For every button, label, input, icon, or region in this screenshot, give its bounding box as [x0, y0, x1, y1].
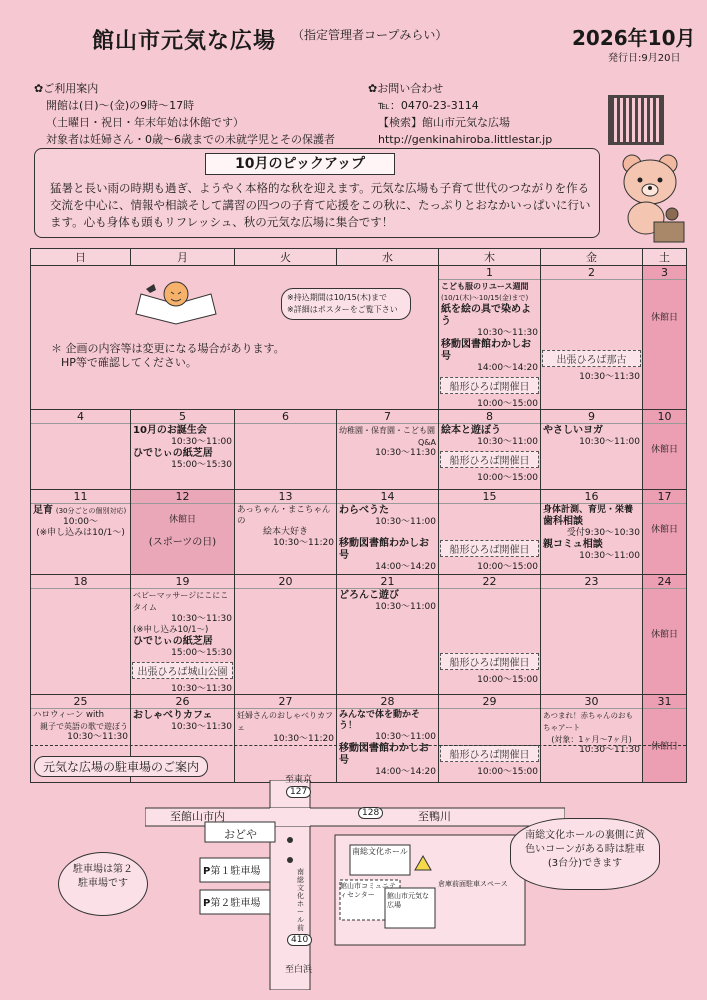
hall-side-label: 南総文化ホール前 [297, 868, 304, 932]
day-18: 18 [31, 575, 131, 695]
usage-line-2: （土曜日・祝日・年末年始は休館です） [46, 116, 244, 129]
day-12: 12 休館日 (スポーツの日) [131, 490, 235, 575]
day-6: 6 [235, 410, 337, 490]
note-hp: HP等で確認してください。 [61, 356, 197, 369]
pickup-title: 10月のピックアップ [205, 153, 395, 175]
parking-bubble-right: 南総文化ホールの裏側に黄色いコーンがある時は駐車(3台分)できます [510, 818, 660, 890]
parking-title: 元気な広場の駐車場のご案内 [34, 756, 208, 777]
usage-line-3: 対象者は妊婦さん・0歳～6歳までの未就学児とその保護者 [46, 133, 335, 146]
day-13: 13 あっちゃん・まこちゃんの 絵本大好き 10:30～11:20 [235, 490, 337, 575]
route-128: 128 [358, 807, 383, 819]
reuse-note-bubble [281, 288, 411, 320]
flower-icon: ✿ [368, 82, 378, 95]
day-17: 17 休館日 [643, 490, 687, 575]
day-20: 20 [235, 575, 337, 695]
contact-tel: ℡：0470-23-3114 [378, 99, 479, 112]
event-reuse: こども服のリユース週間 [441, 282, 529, 291]
day-15: 15 船形ひろば開催日 10:00～15:00 [439, 490, 541, 575]
to-shirahama: 至白浜 [285, 965, 313, 975]
to-kamogawa: 至鴨川 [418, 810, 451, 823]
contact-info [368, 80, 552, 148]
day-28: 28 みんなで体を動かそう！ 10:30～11:00 移動図書館わかしお号 14:00～14:20 [337, 695, 439, 783]
intro-cell [31, 266, 439, 410]
day-25: 25 ハロウィーン with 親子で英語の歌で遊ぼう 10:30～11:30 [31, 695, 131, 783]
note-period: ※持込期間は10/15(木)まで [287, 293, 387, 302]
day-7: 7 幼稚園・保育園・こども園 Q&A 10:30～11:30 [337, 410, 439, 490]
day-9: 9 やさしいヨガ 10:30～11:00 [541, 410, 643, 490]
weekday-mon: 月 [131, 249, 235, 266]
day-10: 10 休館日 [643, 410, 687, 490]
weekday-tue: 火 [235, 249, 337, 266]
contact-url[interactable]: http://genkinahiroba.littlestar.jp [378, 133, 553, 146]
day-11: 11 足育 (30分ごとの個別対応) 10:00～ (※申し込みは10/1～) [31, 490, 131, 575]
pumpkin-book-icon [131, 274, 221, 334]
page-subtitle: （指定管理者コープみらい） [292, 28, 448, 42]
day-21: 21 どろんこ遊び 10:30～11:00 [337, 575, 439, 695]
route-410: 410 [287, 934, 312, 946]
day-31: 31 休館日 [643, 695, 687, 783]
funabori-badge: 船形ひろば開催日 [440, 377, 539, 394]
day-26: 26 おしゃべりカフェ 10:30～11:30 [131, 695, 235, 783]
flower-icon: ✿ [34, 82, 44, 95]
day-14: 14 わらべうた 10:30～11:00 移動図書館わかしお号 14:00～14:20 [337, 490, 439, 575]
parking-2-label: P第２駐車場 [203, 898, 261, 909]
odoya-label: おどや [224, 828, 257, 841]
section-divider [30, 745, 686, 746]
event-dye: 紙を絵の具で染めよう [441, 304, 531, 327]
day-29: 29 船形ひろば開催日 10:00～15:00 [439, 695, 541, 783]
day-8: 8 絵本と遊ぼう 10:30～11:00 船形ひろば開催日 10:00～15:00 [439, 410, 541, 490]
issued-date: 発行日:9月20日 [608, 53, 681, 64]
day-2: 2 出張ひろば那古 10:30～11:30 [541, 266, 643, 410]
note-change: ＊ 企画の内容等は変更になる場合があります。 [51, 342, 285, 355]
day-4: 4 [31, 410, 131, 490]
dehari-badge: 出張ひろば那古 [542, 350, 641, 367]
hiroba-label: 館山市元気な広場 [387, 892, 429, 909]
usage-heading: ご利用案内 [43, 82, 99, 95]
issue-month: 2026年10月 [572, 26, 696, 50]
weekday-sun: 日 [31, 249, 131, 266]
change-note [51, 342, 285, 370]
parking-bubble-left: 駐車場は第２駐車場です [58, 852, 148, 916]
day-22: 22 船形ひろば開催日 10:00～15:00 [439, 575, 541, 695]
day-23: 23 [541, 575, 643, 695]
weekday-fri: 金 [541, 249, 643, 266]
hall-label: 南総文化ホール [352, 847, 408, 856]
weekday-thu: 木 [439, 249, 541, 266]
weekday-sat: 土 [643, 249, 687, 266]
storage-label: 倉庫前面駐車スペース [438, 880, 508, 888]
day-19: 19 ベビーマッサージにこにこタイム 10:30～11:30 (※申し込み10/1～) ひでじぃの紙芝居 15:00～15:30 出張ひろば城山公園 10:30～11:30 [131, 575, 235, 695]
qr-code-icon[interactable] [608, 95, 664, 145]
center-label: 館山市コミュニティセンター [340, 882, 396, 899]
usage-info [34, 80, 335, 148]
calendar-table [30, 248, 687, 783]
day-5: 5 10月のお誕生会 10:30～11:00 ひでじぃの紙芝居 15:00～15:30 [131, 410, 235, 490]
bear-illustration-icon [612, 150, 692, 245]
event-reuse-period: (10/1(木)～10/15(金)まで) [441, 294, 529, 302]
parking-1-label: P第１駐車場 [203, 866, 261, 877]
weekday-wed: 水 [337, 249, 439, 266]
event-library: 移動図書館わかしお号 [441, 339, 531, 362]
day-24: 24 休館日 [643, 575, 687, 695]
note-poster: ※詳細はポスターをご覧下さい [287, 305, 398, 314]
usage-line-1: 開館は(日)～(金)の9時～17時 [46, 99, 195, 112]
to-tokyo: 至東京 [285, 775, 313, 785]
day-16: 16 身体計測、育児・栄養 歯科相談 受付9:30～10:30 親コミュ相談 10:30～11:00 [541, 490, 643, 575]
contact-search: 【検索】館山市元気な広場 [378, 116, 510, 129]
day-27: 27 妊婦さんのおしゃべりカフェ 10:30～11:20 [235, 695, 337, 783]
day-30: 30 あつまれ！赤ちゃんのおもちゃアート (対象：1ヶ月～7ヶ月) 10:30～11:30 [541, 695, 643, 783]
contact-heading: お問い合わせ [377, 82, 444, 95]
to-tateyama: 至館山市内 [170, 810, 225, 823]
day-1: 1 こども服のリユース週間 (10/1(木)～10/15(金)まで) 紙を絵の具で染めよう 10:30～11:30 移動図書館わかしお号 14:00～14:20 船形ひろば開催日 10:00～15:00 [439, 266, 541, 410]
day-3: 3 休館日 [643, 266, 687, 410]
page-title: 館山市元気な広場 [92, 29, 277, 54]
route-127: 127 [286, 786, 311, 798]
pickup-body: 猛暑と長い雨の時期も過ぎ、ようやく本格的な秋を迎えます。元気な広場も子育て世代のつながりを作る交流を中心に、情報や相談そして講習の四つの子育て応援をこの秋に、たっぷりとおなかいっぱいに行います。心も身体も頭もリフレッシュ、秋の元気な広場に集合です！ [50, 181, 591, 229]
